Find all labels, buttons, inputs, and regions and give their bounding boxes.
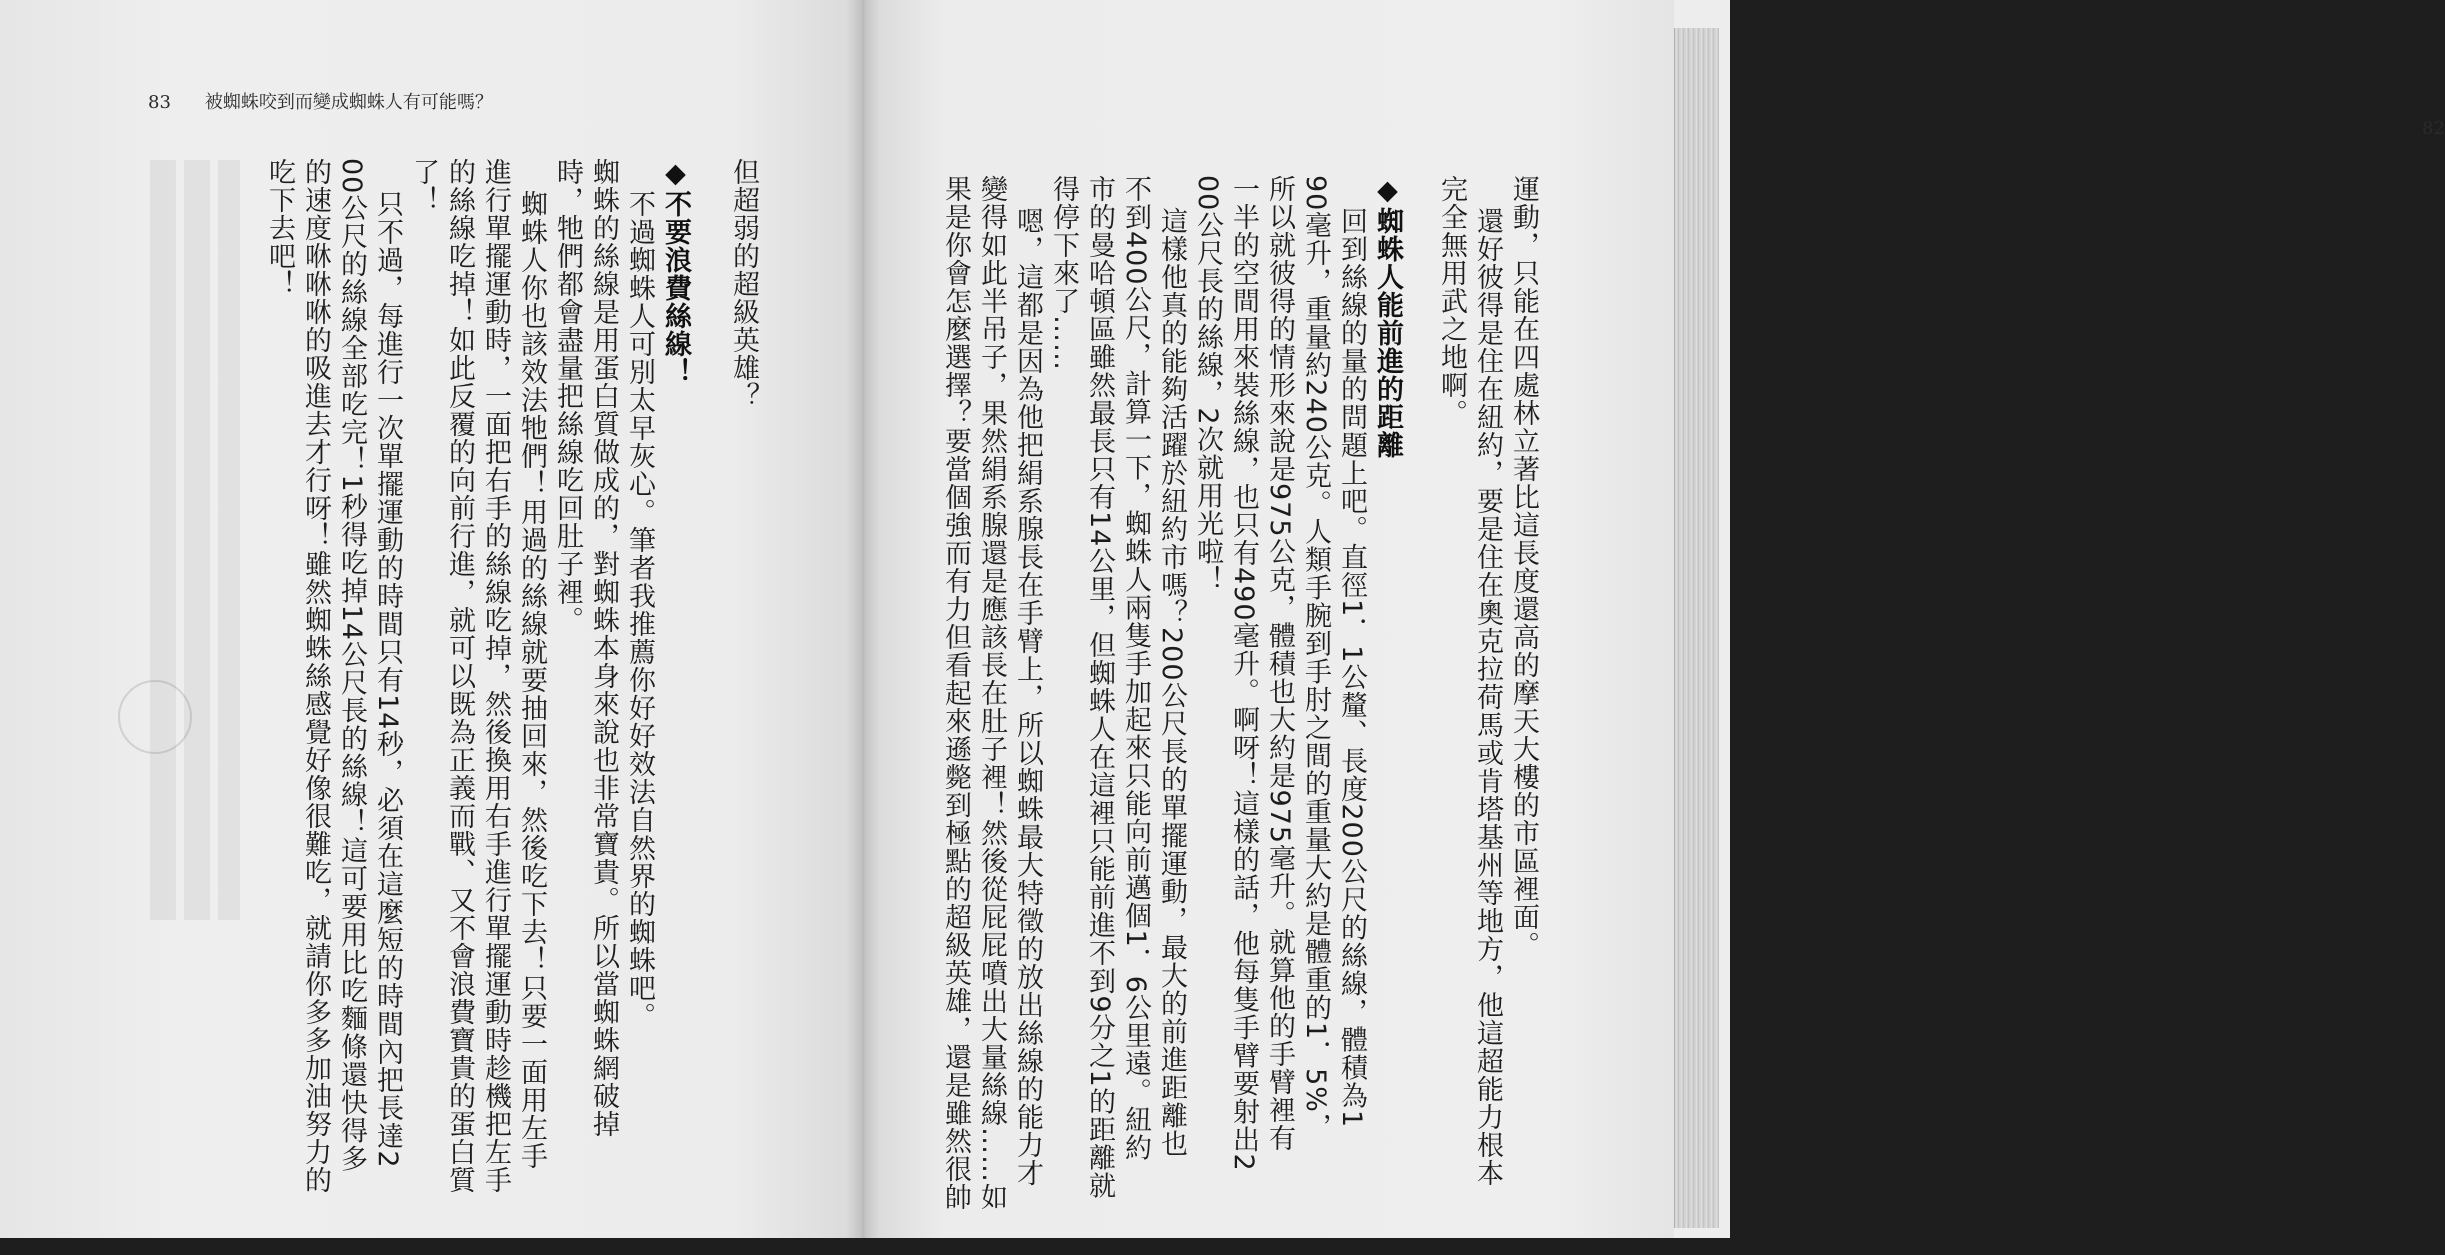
show-through-illustration: [118, 680, 192, 754]
text-column: 蜘蛛人你也該效法牠們！用過的絲線就要抽回來，然後吃下去！只要一面用左手: [516, 190, 547, 1170]
page-number-left: 83: [148, 92, 171, 113]
text-column: 一半的空間用來裝絲線，也只有490毫升。啊呀！這樣的話，他每隻手臂要射出2: [1228, 175, 1259, 1172]
show-through-text: [150, 160, 240, 920]
section-heading: ◆不要浪費絲線！: [660, 158, 691, 386]
text-column: 的速度咻咻咻的吸進去才行呀！雖然蜘蛛絲感覺好像很難吃，就請你多多加油努力的: [300, 158, 331, 1194]
page-edges: [1674, 28, 1719, 1228]
left-page: [0, 0, 862, 1255]
text-column: 只不過，每進行一次單擺運動的時間只有14秒，必須在這麼短的時間內把長達2: [372, 190, 403, 1169]
text-column: 還好彼得是住在紐約，要是住在奧克拉荷馬或肯塔基州等地方，他這超能力根本: [1472, 207, 1503, 1187]
text-column: 不到400公尺，計算一下，蜘蛛人兩隻手加起來只能向前邁個1．6公里遠。紐約: [1120, 175, 1151, 1162]
text-column: 完全無用武之地啊。: [1436, 175, 1467, 427]
text-column: 嗯，這都是因為他把絹系腺長在手臂上，所以蜘蛛最大特徵的放出絲線的能力才: [1012, 207, 1043, 1187]
text-column: 90毫升，重量約240公克。人類手腕到手肘之間的重量大約是體重的1．5%，: [1300, 175, 1331, 1141]
scan-border: [0, 1238, 1730, 1255]
text-column: 回到絲線的量的問題上吧。直徑1．1公釐、長度200公尺的絲線，體積為1: [1336, 207, 1367, 1129]
text-column: 果是你會怎麼選擇？要當個強而有力但看起來遜斃到極點的超級英雄，還是雖然很帥: [940, 175, 971, 1211]
text-column: 時，牠們都會盡量把絲線吃回肚子裡。: [552, 158, 583, 634]
text-column: 變得如此半吊子，果然絹系腺還是應該長在肚子裡！然後從屁屁噴出大量絲線……如: [976, 175, 1007, 1211]
section-heading: ◆蜘蛛人能前進的距離: [1372, 175, 1403, 459]
chapter-title: 被蜘蛛咬到而變成蜘蛛人有可能嗎？: [204, 92, 493, 113]
text-column: 這樣他真的能夠活躍於紐約市嗎？200公尺長的單擺運動，最大的前進距離也: [1156, 207, 1187, 1158]
text-column: 吃下去吧！: [264, 158, 295, 298]
text-column: 但超弱的超級英雄？: [728, 158, 759, 410]
text-column: 市的曼哈頓區雖然最長只有14公里，但蜘蛛人在這裡只能前進不到9分之1的距離就: [1084, 175, 1115, 1200]
book-gutter: [846, 0, 880, 1255]
page-number-right: 82: [2422, 118, 2445, 139]
text-column: 進行單擺運動時，一面把右手的絲線吃掉，然後換用右手進行單擺運動時趁機把左手: [480, 158, 511, 1194]
text-column: 運動，只能在四處林立著比這長度還高的摩天大樓的市區裡面。: [1508, 175, 1539, 959]
text-column: 不過蜘蛛人可別太早灰心。筆者我推薦你好好效法自然界的蜘蛛吧。: [624, 190, 655, 1030]
text-column: 蜘蛛的絲線是用蛋白質做成的，對蜘蛛本身來說也非常寶貴。所以當蜘蛛網破掉: [588, 158, 619, 1138]
text-column: 了！: [408, 158, 439, 214]
running-header: [148, 88, 493, 114]
text-column: 得停下來了……: [1048, 175, 1079, 371]
text-column: 00公尺的絲線全部吃完！1秒得吃掉14公尺長的絲線！這可要用比吃麵條還快得多: [336, 158, 367, 1173]
text-column: 所以就彼得的情形來說是975公克，體積也大約是975毫升。就算他的手臂裡有: [1264, 175, 1295, 1153]
right-page: [862, 0, 2445, 1255]
text-column: 的絲線吃掉！如此反覆的向前行進，就可以既為正義而戰、又不會浪費寶貴的蛋白質: [444, 158, 475, 1194]
text-column: 00公尺長的絲線，2次就用光啦！: [1192, 175, 1223, 594]
